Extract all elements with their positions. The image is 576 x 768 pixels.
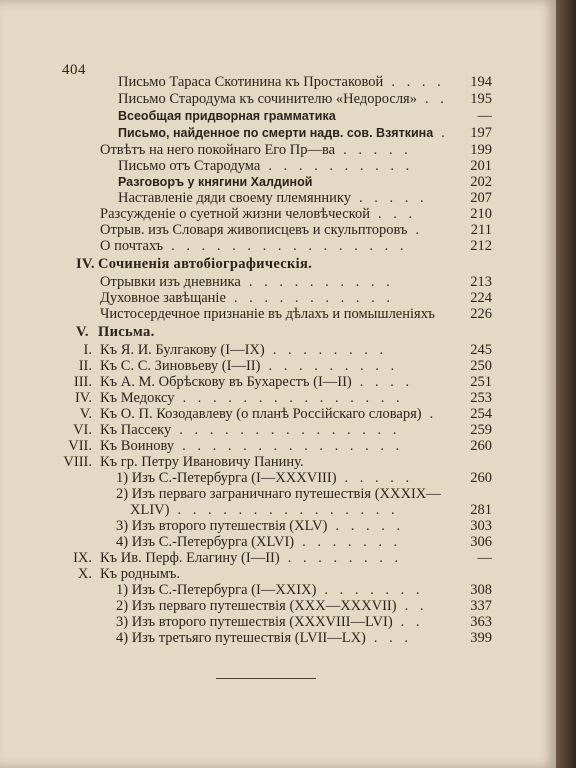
letter-entry	[100, 406, 492, 422]
entry-title: 2) Изъ перваго заграничнаго путешествія (XXXIX—	[116, 486, 441, 502]
entry-title: 1) Изъ С.-Петербурга (I—XXIX)	[116, 582, 317, 598]
entry-page-number: 201	[470, 158, 492, 174]
toc-entry	[118, 125, 492, 141]
letter-sub-entry	[116, 598, 492, 614]
entry-title: Къ Медоксу	[100, 390, 175, 406]
entry-page-number: —	[477, 108, 492, 124]
entry-page-number: 250	[470, 358, 492, 374]
entry-title: Къ О. П. Козодавлеву (о планѣ Россійскаго словаря)	[100, 406, 422, 422]
letter-entry	[100, 422, 492, 438]
entry-page-number: 226	[470, 306, 492, 322]
letter-sub-entry	[116, 582, 492, 598]
closing-rule	[216, 678, 316, 679]
leader-dots: . . . .	[391, 74, 445, 90]
leader-dots: . . . . . . . .	[287, 550, 403, 566]
entry-title: Отрыв. изъ Словаря живописцевъ и скульпторовъ	[100, 222, 408, 238]
letter-sub-entry	[116, 630, 492, 646]
entry-page-number: 260	[470, 470, 492, 486]
entry-title: Къ С. С. Зиновьеву (I—II)	[100, 358, 261, 374]
entry-page-number: 210	[470, 206, 492, 222]
leader-dots: .	[441, 125, 449, 141]
toc-entry	[100, 306, 492, 322]
letter-numeral: X.	[77, 566, 92, 582]
leader-dots: . . . . . . . . . . . . . . . .	[171, 238, 408, 254]
entry-page-number: 303	[470, 518, 492, 534]
entry-title: О почтахъ	[100, 238, 164, 254]
entry-page-number: 197	[470, 125, 492, 141]
leader-dots: . . . . .	[344, 470, 414, 486]
entry-title: Къ Воинову	[100, 438, 175, 454]
leader-dots: . . . . . . .	[324, 582, 424, 598]
toc-entry	[118, 108, 492, 124]
entry-title: Всеобщая придворная грамматика	[118, 109, 336, 123]
section-heading: Сочиненія автобіографическія.	[98, 256, 313, 272]
entry-page-number: 207	[470, 190, 492, 206]
entry-page-number: 213	[470, 274, 492, 290]
letter-entry	[100, 374, 492, 390]
letter-entry	[100, 550, 492, 566]
entry-page-number: 211	[470, 222, 492, 238]
leader-dots: . . . . . . . . . .	[248, 274, 394, 290]
section-numeral: IV.	[76, 256, 95, 272]
entry-page-number: 306	[470, 534, 492, 550]
section-numeral: V.	[76, 324, 89, 340]
entry-title: 4) Изъ третьяго путешествія (LVII—LX)	[116, 630, 366, 646]
entry-title: Чистосердечное признаніе въ дѣлахъ и помышленіяхъ	[100, 306, 435, 322]
entry-title: Разсужденіе о суетной жизни человѣческой	[100, 206, 370, 222]
letter-numeral: IX.	[73, 550, 92, 566]
entry-title: Къ А. М. Обрѣскову въ Бухарестъ (I—II)	[100, 374, 352, 390]
leader-dots: .	[429, 406, 438, 422]
leader-dots: . . . . .	[343, 142, 412, 158]
toc-entry	[100, 238, 492, 254]
letter-numeral: VII.	[68, 438, 92, 454]
entry-page-number: 199	[470, 142, 492, 158]
letter-entry	[100, 454, 492, 470]
toc-entry	[100, 290, 492, 306]
entry-title: 3) Изъ второго путешествія (XLV)	[116, 518, 328, 534]
letter-sub-entry	[116, 534, 492, 550]
letter-numeral: VI.	[73, 422, 92, 438]
leader-dots: . . .	[373, 630, 413, 646]
leader-dots: . . . . .	[359, 190, 428, 206]
toc-entry	[118, 74, 492, 90]
entry-title: Къ Я. И. Булгакову (I—IX)	[100, 342, 265, 358]
entry-title: Къ Пассеку	[100, 422, 172, 438]
toc-entry	[100, 222, 492, 238]
leader-dots: . . .	[378, 206, 417, 222]
toc-entry	[118, 174, 492, 190]
leader-dots: . . . . . . . . . .	[268, 158, 414, 174]
toc-entry	[100, 142, 492, 158]
letter-numeral: IV.	[74, 390, 92, 406]
letter-numeral: V.	[79, 406, 92, 422]
toc-entry	[118, 190, 492, 206]
entry-page-number: 224	[470, 290, 492, 306]
leader-dots: . .	[404, 598, 428, 614]
entry-title: Разговоръ у княгини Халдиной	[118, 175, 313, 189]
leader-dots: . . . . . . . . . . . . . . .	[177, 502, 399, 518]
letter-entry	[100, 358, 492, 374]
entry-title: 3) Изъ второго путешествія (XXXVIII—LVI)	[116, 614, 393, 630]
letter-entry	[100, 390, 492, 406]
entry-page-number: 251	[470, 374, 492, 390]
entry-title: Къ гр. Петру Ивановичу Панину.	[100, 454, 304, 470]
letter-entry	[100, 438, 492, 454]
entry-title: Духовное завѣщаніе	[100, 290, 226, 306]
leader-dots: .	[415, 222, 424, 238]
toc-entry	[118, 91, 492, 107]
page-gutter-shadow	[556, 0, 576, 768]
entry-page-number: 363	[470, 614, 492, 630]
leader-dots: . . . . . . . . . . . . . . .	[182, 390, 404, 406]
letter-sub-entry	[130, 502, 492, 518]
entry-title: Отвѣтъ на него покойнаго Его Пр—ва	[100, 142, 336, 158]
entry-title: XLIV)	[130, 502, 170, 518]
letter-sub-entry	[116, 486, 492, 502]
leader-dots: . . . . . . .	[302, 534, 402, 550]
entry-title: Письмо отъ Стародума	[118, 158, 261, 174]
toc-entry	[100, 274, 492, 290]
leader-dots: . . . . . . . . .	[268, 358, 399, 374]
entry-title: 2) Изъ перваго путешествія (XXX—XXXVII)	[116, 598, 397, 614]
entry-title: Письмо Стародума къ сочинителю «Недоросля»	[118, 91, 417, 107]
leader-dots: . . . . . . . .	[272, 342, 388, 358]
entry-page-number: 212	[470, 238, 492, 254]
entry-page-number: 259	[470, 422, 492, 438]
entry-title: Наставленіе дяди своему племяннику	[118, 190, 352, 206]
letter-numeral: II.	[78, 358, 92, 374]
entry-page-number: 260	[470, 438, 492, 454]
entry-title: Отрывки изъ дневника	[100, 274, 241, 290]
page-number: 404	[62, 62, 86, 78]
toc-entry	[118, 158, 492, 174]
leader-dots: . . . . . . . . . . .	[233, 290, 395, 306]
entry-page-number: —	[477, 550, 492, 566]
entry-title: 1) Изъ С.-Петербурга (I—XXXVIII)	[116, 470, 337, 486]
leader-dots: . . . .	[359, 374, 414, 390]
entry-page-number: 399	[470, 630, 492, 646]
entry-title: Къ роднымъ.	[100, 566, 181, 582]
entry-page-number: 202	[470, 174, 492, 190]
entry-page-number: 337	[470, 598, 492, 614]
letter-numeral: VIII.	[63, 454, 92, 470]
toc-entry	[100, 206, 492, 222]
entry-title: Письмо, найденное по смерти надв. сов. Взяткина	[118, 126, 434, 140]
entry-title: 4) Изъ С.-Петербурга (XLVI)	[116, 534, 295, 550]
leader-dots: . .	[400, 614, 424, 630]
entry-page-number: 253	[470, 390, 492, 406]
entry-page-number: 254	[470, 406, 492, 422]
letter-sub-entry	[116, 614, 492, 630]
entry-page-number: 281	[470, 502, 492, 518]
section-heading: Письма.	[98, 324, 155, 340]
entry-page-number: 194	[470, 74, 492, 90]
entry-page-number: 308	[470, 582, 492, 598]
entry-title: Письмо Тараса Скотинина къ Простаковой	[118, 74, 384, 90]
letter-numeral: I.	[83, 342, 92, 358]
letter-numeral: III.	[73, 374, 92, 390]
leader-dots: . . . . . . . . . . . . . . .	[179, 422, 401, 438]
letter-sub-entry	[116, 470, 492, 486]
letter-entry	[100, 566, 492, 582]
letter-sub-entry	[116, 518, 492, 534]
leader-dots: . .	[424, 91, 448, 107]
entry-title: Къ Ив. Перф. Елагину (I—II)	[100, 550, 280, 566]
leader-dots: . . . . . . . . . . . . . . .	[182, 438, 404, 454]
entry-page-number: 245	[470, 342, 492, 358]
leader-dots: . . . . .	[335, 518, 405, 534]
letter-entry	[100, 342, 492, 358]
entry-page-number: 195	[470, 91, 492, 107]
